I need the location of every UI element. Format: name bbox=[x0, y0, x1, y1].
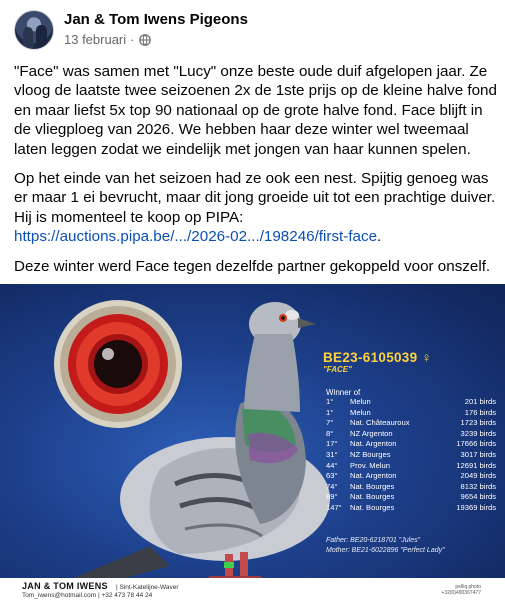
result-row: 31° NZ Bourges 3017 birds bbox=[326, 449, 496, 459]
post-paragraph-2-text: Op het einde van het seizoen had ze ook een nest. Spijtig genoeg was er maar 1 ei bevrucht, maar dit jong groeide uit tot een prachtige duiver. Hij is momenteel te koop op PIPA: bbox=[14, 170, 496, 226]
result-row: 8° NZ Argenton 3239 birds bbox=[326, 428, 496, 438]
result-row: 74° Nat. Bourges 8132 birds bbox=[326, 481, 496, 491]
post-body bbox=[14, 62, 499, 286]
pigeon-eye bbox=[54, 300, 182, 428]
ring-number: BE23-6105039 ♀ bbox=[323, 350, 432, 365]
result-row: 17° Nat. Argenton 17666 birds bbox=[326, 439, 496, 449]
post-paragraph-1: "Face" was samen met "Lucy" onze beste oude duif afgelopen jaar. Ze vloog de laatste twee seizoenen 2x de 1ste prijs op de kleine halve fond en maar liefst 5x top 90 nationaal op de grote halve fond. Face blijft in de vliegploeg van 2026. We hebben haar deze winter wel tweemaal laten leggen zodat we eindelijk met jongen van haar kunnen spelen. bbox=[14, 63, 497, 158]
pipa-auction-link[interactable]: https://auctions.pipa.be/.../2026-02.../198246/first-face bbox=[14, 228, 378, 246]
post-paragraph-3: Deze winter werd Face tegen dezelfde partner gekoppeld voor onszelf. bbox=[14, 257, 491, 275]
father-line: Father: BE20-6218701 "Jules" bbox=[326, 537, 421, 544]
footer-brand: JAN & TOM IWENS bbox=[22, 581, 108, 591]
post-date[interactable]: 13 februari bbox=[64, 32, 127, 47]
post-meta bbox=[64, 32, 151, 47]
globe-icon bbox=[139, 34, 151, 46]
link-suffix: . bbox=[377, 228, 382, 246]
credit-line-2: +32(0)490367477 bbox=[441, 590, 481, 596]
winner-of-heading: Winner of bbox=[326, 388, 361, 397]
parents-info bbox=[326, 536, 445, 556]
avatar[interactable] bbox=[14, 10, 54, 50]
result-row: 1° Melun 201 birds bbox=[326, 397, 496, 406]
post-paragraph-2 bbox=[14, 169, 499, 247]
credit-line-1: pelliq.photo bbox=[455, 584, 481, 590]
results-list bbox=[326, 397, 496, 514]
pigeon-nickname: "FACE" bbox=[323, 365, 352, 374]
pigeon-photo[interactable] bbox=[0, 284, 505, 600]
author-name[interactable]: Jan & Tom Iwens Pigeons bbox=[64, 11, 248, 28]
footer-place: | Sint-Katelijne-Waver bbox=[116, 584, 179, 591]
post-header bbox=[14, 8, 495, 52]
result-row: 44° Prov. Melun 12691 birds bbox=[326, 460, 496, 470]
result-row: 63° Nat. Argenton 2049 birds bbox=[326, 471, 496, 481]
meta-separator: · bbox=[130, 32, 135, 47]
result-row: 1° Melun 176 birds bbox=[326, 407, 496, 417]
result-row: 147° Nat. Bourges 19369 birds bbox=[326, 502, 496, 512]
image-footer bbox=[0, 578, 505, 600]
result-row: 89° Nat. Bourges 9654 birds bbox=[326, 492, 496, 502]
mother-line: Mother: BE21-6022896 "Perfect Lady" bbox=[326, 547, 445, 554]
result-row: 7° Nat. Châteauroux 1723 birds bbox=[326, 418, 496, 428]
footer-contact: Tom_iwens@hotmail.com | +32 473 78 44 24 bbox=[22, 592, 153, 599]
footer-credit bbox=[441, 584, 481, 596]
